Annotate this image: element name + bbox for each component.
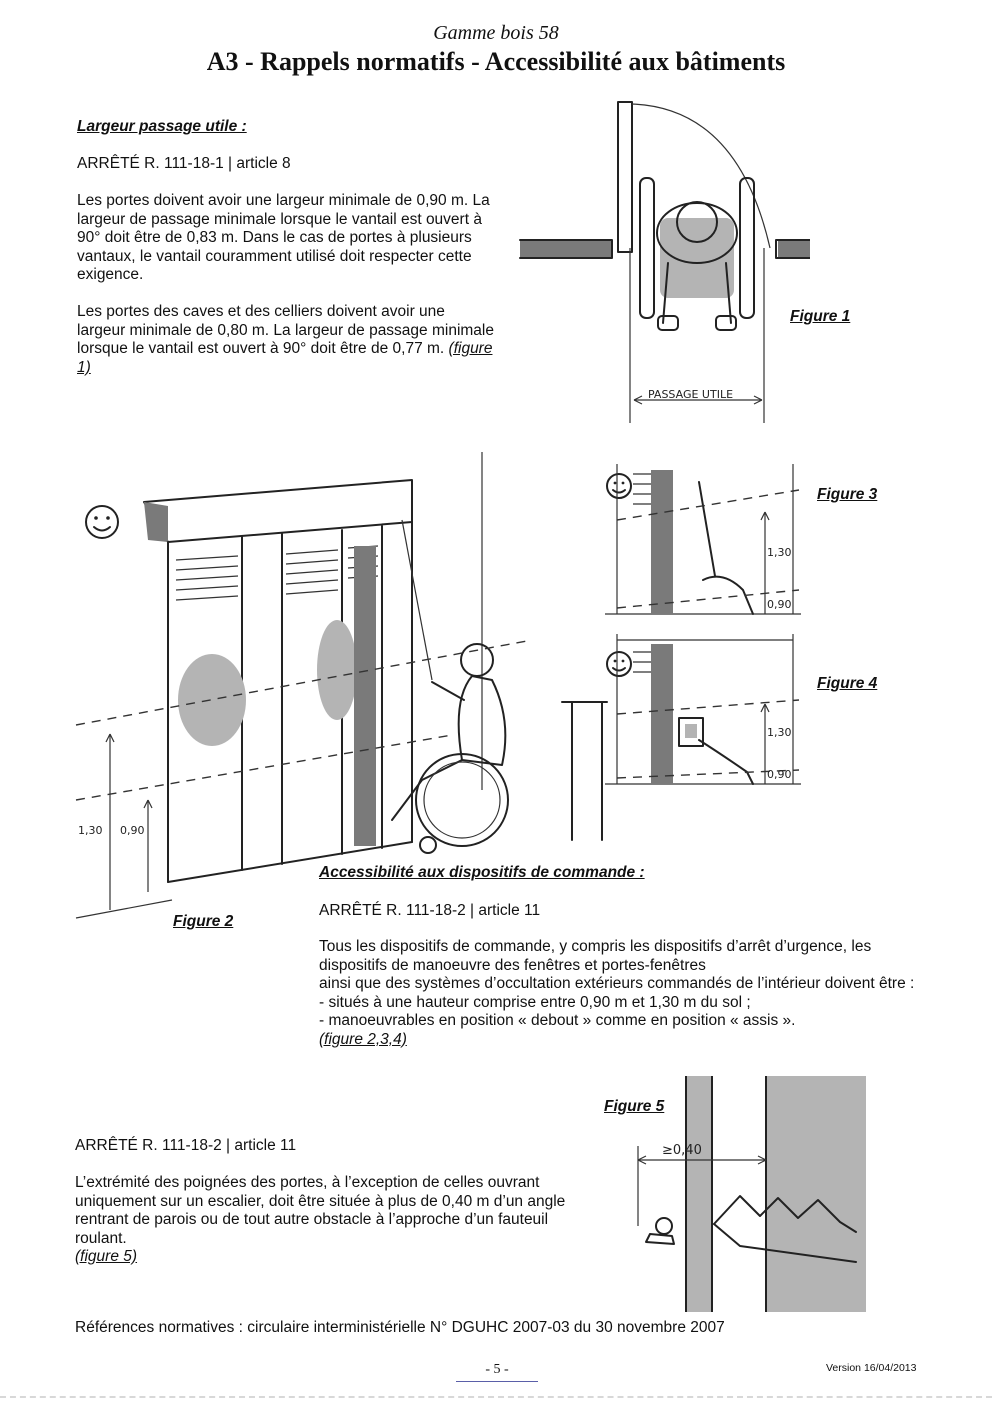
figure-1-passage-annotation: PASSAGE UTILE xyxy=(648,388,734,401)
figure-link-2-3-4[interactable]: (figure 2,3,4) xyxy=(319,1030,407,1048)
figure-link-5[interactable]: (figure 5) xyxy=(75,1248,138,1265)
figure-4-dim-low: 0,90 xyxy=(767,768,792,781)
section-reference-passage: ARRÊTÉ R. 111-18-1 | article 8 xyxy=(77,155,291,172)
figure-4-illustration xyxy=(603,630,803,790)
section-text-passage-2: Les portes des caves et des celliers doivent avoir une largeur minimale de 0,80 m. La largeur de passage minimale lorsque le vantail est ouvert à 90° doit être de 0,77 m. (figure 1) xyxy=(77,303,494,376)
figure-3-dim-high: 1,30 xyxy=(767,546,792,559)
smiley-icon xyxy=(607,474,631,498)
page-bottom-rule xyxy=(0,1396,992,1398)
smiley-icon xyxy=(607,652,631,676)
section-heading-passage: Largeur passage utile : xyxy=(77,118,247,135)
section-text-poignees: L’extrémité des poignées des portes, à l’exception de celles ouvrant uniquement sur un escalier, doit être située à plus de 0,40 m d’un angle rentrant de parois ou de tout autre obstacle à l’approche d’un fauteuil roulant. (figure 5) xyxy=(75,1174,566,1265)
figure-3-dim-low: 0,90 xyxy=(767,598,792,611)
smiley-icon xyxy=(86,506,118,538)
section-reference-commande: ARRÊTÉ R. 111-18-2 | article 11 xyxy=(319,902,541,919)
version-stamp: Version 16/04/2013 xyxy=(826,1362,917,1374)
section-heading-commande: Accessibilité aux dispositifs de commande : xyxy=(319,864,645,881)
section-text-commande: Tous les dispositifs de commande, y compris les dispositifs d’arrêt d’urgence, les dispositifs de manoeuvre des fenêtres et portes-fenêtres ainsi que des systèmes d’occultation extérieurs commandés de l’intérieur doivent être : - situés à une hauteur comprise entre 0,90 m et 1,30 m du sol ; - manoeuvrables en position « debout » comme en position « assis ». (figure 2,3,4) xyxy=(319,938,915,1048)
figure-4-dim-high: 1,30 xyxy=(767,726,792,739)
section-reference-poignees: ARRÊTÉ R. 111-18-2 | article 11 xyxy=(75,1137,297,1154)
figure-2-dim-low: 0,90 xyxy=(120,824,145,837)
figure-5-illustration xyxy=(610,1076,868,1312)
footer-references: Références normatives : circulaire interministérielle N° DGUHC 2007-03 du 30 novembre 2007 xyxy=(75,1319,725,1336)
figure-3-label: Figure 3 xyxy=(817,486,878,503)
figure-4-label: Figure 4 xyxy=(817,675,878,692)
figure-2-dim-high: 1,30 xyxy=(78,824,103,837)
door-handle-icon xyxy=(646,1218,674,1244)
page-title: A3 - Rappels normatifs - Accessibilité aux bâtiments xyxy=(206,47,786,76)
figure-5-label: Figure 5 xyxy=(604,1098,665,1115)
figure-5-dim: ≥0,40 xyxy=(662,1143,702,1158)
figure-2-illustration xyxy=(72,450,612,922)
figure-1-label: Figure 1 xyxy=(790,308,851,325)
figure-link-1[interactable]: (figure 1) xyxy=(77,340,493,376)
figure-1-illustration xyxy=(518,98,810,430)
series-title: Gamme bois 58 xyxy=(433,22,559,44)
figure-3-illustration xyxy=(603,460,803,620)
figure-2-label: Figure 2 xyxy=(173,913,234,930)
page-number: - 5 - xyxy=(485,1362,509,1377)
page-number-underline xyxy=(456,1381,538,1382)
section-text-passage-1: Les portes doivent avoir une largeur minimale de 0,90 m. La largeur de passage minimale lorsque le vantail est ouvert à 90° doit être de 0,83 m. Dans le cas de portes à plusieurs vantaux, le vantail couramment utilisé doit respecter cette exigence. xyxy=(77,192,490,283)
